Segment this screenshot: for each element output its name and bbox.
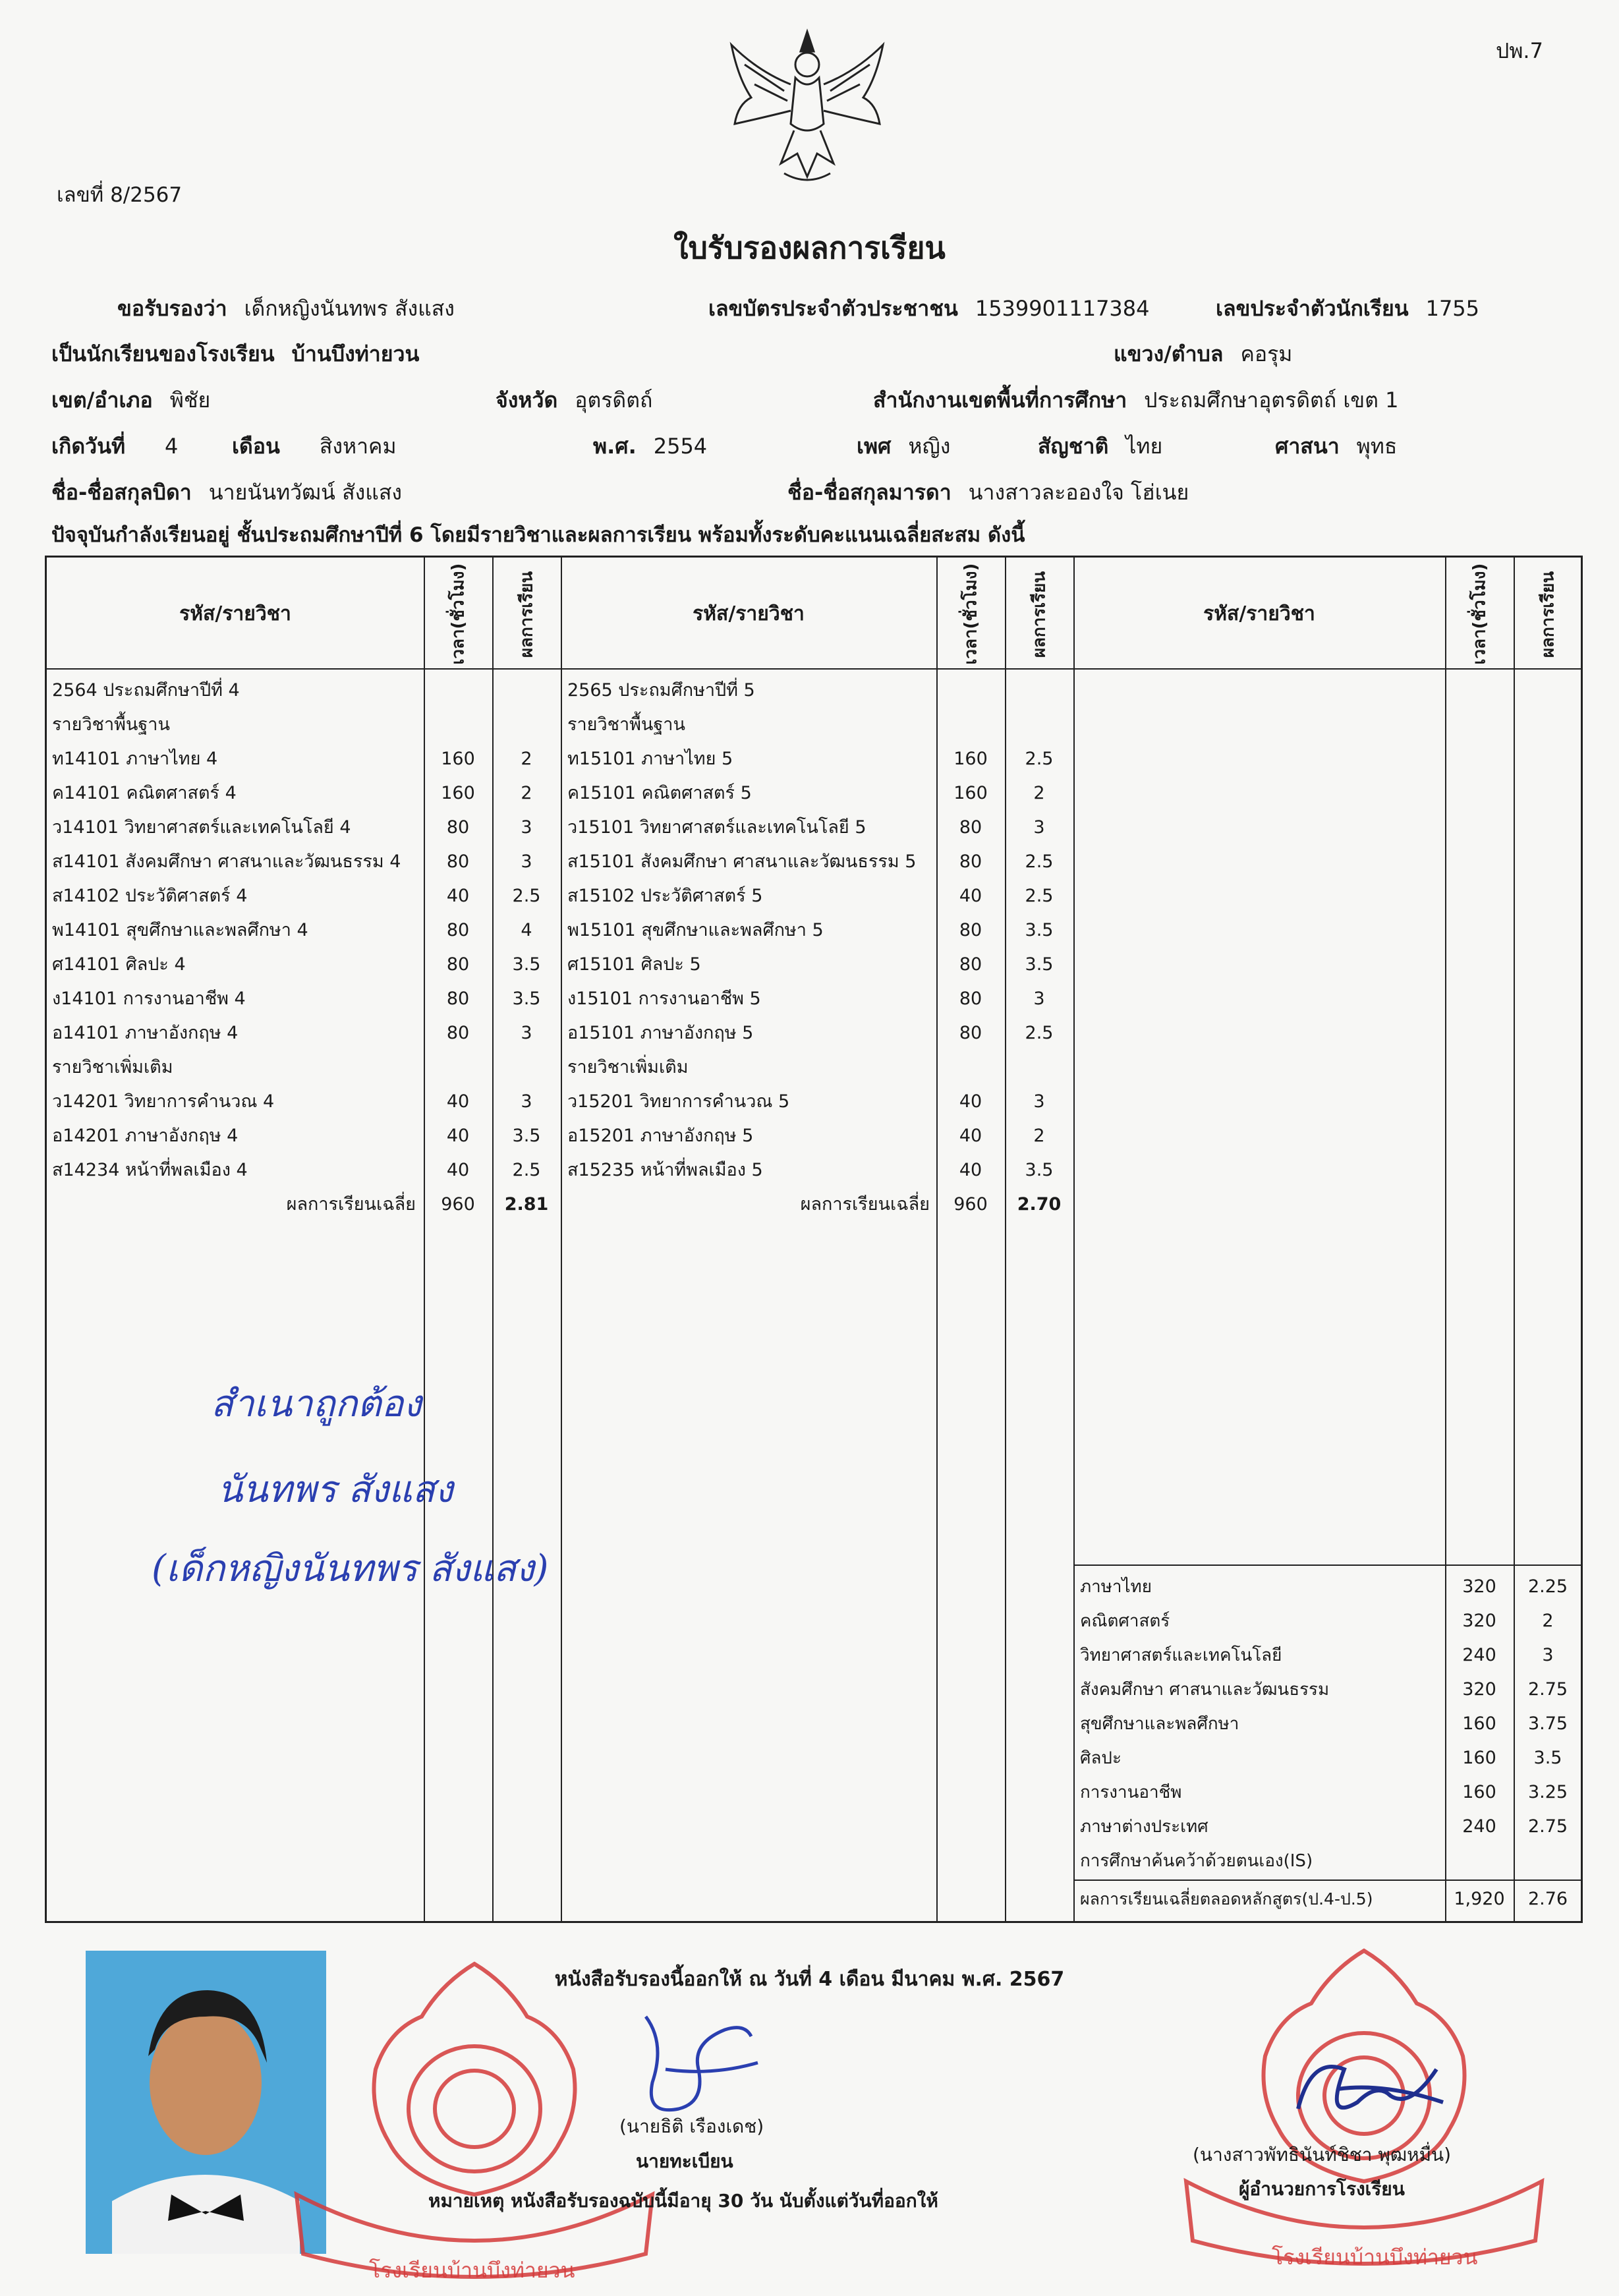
summary-row-hours: 320: [1462, 1679, 1496, 1700]
col3-subject-header: รหัส/รายวิชา: [1203, 602, 1315, 625]
col2-row-subject: ท15101 ภาษาไทย 5: [567, 749, 733, 769]
father-line: [51, 476, 402, 509]
school-line: [51, 337, 419, 371]
col2-extra-row-subject: ว15201 วิทยาการคำนวณ 5: [567, 1091, 790, 1112]
director-name: (นางสาวพัทธินันท์ชิชา พุฒหมื่น): [1193, 2144, 1452, 2166]
col2-row-subject: ส15102 ประวัติศาสตร์ 5: [567, 886, 763, 906]
col1-grade-header: ผลการเรียน: [517, 571, 537, 658]
col1-row-grade: 2: [521, 783, 532, 803]
summary-row-hours: 160: [1462, 1748, 1496, 1768]
religion-value: พุทธ: [1356, 434, 1398, 459]
col2-row-subject: อ15101 ภาษาอังกฤษ 5: [567, 1023, 754, 1043]
summary-row-subject: การศึกษาค้นคว้าด้วยตนเอง(IS): [1080, 1851, 1313, 1871]
col2-row-subject: ส15101 สังคมศึกษา ศาสนาและวัฒนธรรม 5: [567, 851, 917, 872]
col1-row-hours: 80: [446, 989, 470, 1009]
col1-extra-row-subject: ว14201 วิทยาการคำนวณ 4: [52, 1091, 275, 1112]
col2-hours-header: เวลา(ชั่วโมง): [961, 563, 981, 665]
garuda-emblem-icon: [718, 18, 896, 196]
col2-row-subject: ง15101 การงานอาชีพ 5: [567, 989, 761, 1009]
col2-extra-row-subject: อ15201 ภาษาอังกฤษ 5: [567, 1126, 754, 1146]
year-label: พ.ศ.: [593, 434, 637, 459]
province-line: [496, 384, 652, 417]
id-value: 1539901117384: [975, 296, 1150, 321]
col1-row-hours: 40: [446, 886, 470, 906]
certificate-number: เลขที่ 8/2567: [57, 183, 183, 207]
province-label: จังหวัด: [496, 387, 558, 413]
col1-subject-header: รหัส/รายวิชา: [179, 602, 291, 625]
col1-row-hours: 80: [446, 954, 470, 975]
summary-row-grade: 2.25: [1527, 1576, 1568, 1597]
col2-average-grade: 2.70: [1017, 1194, 1062, 1215]
col2-row-grade: 3.5: [1025, 920, 1054, 940]
col2-subject-header: รหัส/รายวิชา: [693, 602, 805, 625]
col2-row-hours: 80: [959, 1023, 982, 1043]
col2-row-subject: ค15101 คณิตศาสตร์ 5: [567, 783, 752, 803]
student-no-line: [1216, 292, 1479, 326]
col1-row-hours: 80: [446, 1023, 470, 1043]
col2-row-grade: 2.5: [1025, 749, 1054, 769]
registrar-name: (นายธิติ เรืองเดช): [619, 2115, 764, 2137]
summary-row-hours: [1445, 1844, 1514, 1878]
col2-row-grade: 3: [1033, 989, 1045, 1009]
col1-average-hours: 960: [441, 1194, 475, 1215]
area-value: ประถมศึกษาอุตรดิตถ์ เขต 1: [1144, 387, 1399, 413]
col2-row-grade: 3.5: [1025, 954, 1054, 975]
month-label: เดือน: [232, 434, 280, 459]
col2-row-grade: 2.5: [1025, 886, 1054, 906]
col1-hours-header: เวลา(ชั่วโมง): [448, 563, 469, 665]
summary-row-hours: 160: [1462, 1713, 1496, 1734]
col1-row-subject: ศ14101 ศิลปะ 4: [52, 954, 186, 975]
col1-basic-heading: รายวิชาพื้นฐาน: [52, 714, 170, 735]
col1-row-grade: 3.5: [512, 954, 541, 975]
born-day-line: [51, 430, 178, 463]
summary-row-grade: 3.75: [1527, 1713, 1568, 1734]
summary-total-hours: 1,920: [1454, 1889, 1505, 1909]
summary-row-grade: 2.75: [1527, 1816, 1568, 1837]
col2-row-subject: พ15101 สุขศึกษาและพลศึกษา 5: [567, 920, 824, 940]
col2-row-subject: ว15101 วิทยาศาสตร์และเทคโนโลยี 5: [567, 817, 866, 838]
col1-row-subject: อ14101 ภาษาอังกฤษ 4: [52, 1023, 239, 1043]
month-value: สิงหาคม: [319, 434, 397, 459]
registrar-title: นายทะเบียน: [636, 2150, 733, 2172]
col2-extra-row-subject: ส15235 หน้าที่พลเมือง 5: [567, 1160, 763, 1180]
father-label: ชื่อ-ชื่อสกุลบิดา: [51, 480, 192, 505]
id-label: เลขบัตรประจำตัวประชาชน: [708, 296, 958, 321]
col1-row-hours: 80: [446, 851, 470, 872]
director-signature-icon: [1285, 2030, 1456, 2135]
col2-row-hours: 40: [959, 886, 982, 906]
col1-row-hours: 160: [441, 783, 475, 803]
summary-row-grade: 3.25: [1527, 1782, 1568, 1802]
year-line: [593, 430, 707, 463]
mother-line: [787, 476, 1189, 509]
col2-extra-row-grade: 2: [1033, 1126, 1045, 1146]
current-status-line: ปัจจุบันกำลังเรียนอยู่ ชั้นประถมศึกษาปีที่ 6 โดยมีรายวิชาและผลการเรียน พร้อมทั้งระดับคะแนนเฉลี่ยสะสม ดังนี้: [51, 523, 1025, 547]
document-code: ปพ.7: [1496, 38, 1543, 63]
summary-row-subject: ภาษาต่างประเทศ: [1080, 1817, 1208, 1837]
col2-row-hours: 160: [953, 749, 988, 769]
summary-row-subject: ศิลปะ: [1080, 1748, 1122, 1768]
validity-note: หมายเหตุ หนังสือรับรองฉบับนี้มีอายุ 30 วัน นับตั้งแต่วันที่ออกให้: [428, 2190, 938, 2212]
summary-row-hours: 320: [1462, 1611, 1496, 1631]
nationality-value: ไทย: [1125, 434, 1163, 459]
summary-row-grade: [1514, 1844, 1582, 1878]
col1-row-grade: 2.5: [512, 886, 541, 906]
col2-extra-row-hours: 40: [959, 1160, 982, 1180]
summary-row-subject: ภาษาไทย: [1080, 1577, 1152, 1597]
col2-row-hours: 160: [953, 783, 988, 803]
area-line: [873, 384, 1398, 417]
col2-row-grade: 2.5: [1025, 1023, 1054, 1043]
col1-average-label: ผลการเรียนเฉลี่ย: [286, 1194, 416, 1215]
col1-row-subject: ส14101 สังคมศึกษา ศาสนาและวัฒนธรรม 4: [52, 851, 401, 872]
col2-row-hours: 80: [959, 851, 982, 872]
director-title: ผู้อำนวยการโรงเรียน: [1239, 2178, 1405, 2200]
col1-row-hours: 80: [446, 920, 470, 940]
col2-row-hours: 80: [959, 920, 982, 940]
born-day-label: เกิดวันที่: [51, 434, 126, 459]
col3-grade-header: ผลการเรียน: [1538, 571, 1558, 658]
father-value: นายนันทวัฒน์ สังแสง: [208, 480, 403, 505]
summary-row-hours: 160: [1462, 1782, 1496, 1802]
col1-row-subject: พ14101 สุขศึกษาและพลศึกษา 4: [52, 920, 308, 940]
student-no-label: เลขประจำตัวนักเรียน: [1216, 296, 1409, 321]
summary-row-grade: 3.5: [1533, 1748, 1562, 1768]
religion-label: ศาสนา: [1275, 434, 1340, 459]
col1-extra-row-hours: 40: [446, 1091, 470, 1112]
sex-value: หญิง: [908, 434, 951, 459]
born-day-value: 4: [165, 434, 179, 459]
col1-row-hours: 80: [446, 817, 470, 838]
seal-right-text: โรงเรียนบ้านบึงท่ายวน: [1272, 2245, 1478, 2270]
col2-extra-heading: รายวิชาเพิ่มเติม: [567, 1057, 689, 1077]
sex-label: เพศ: [857, 434, 892, 459]
mother-label: ชื่อ-ชื่อสกุลมารดา: [787, 480, 952, 505]
religion-line: [1275, 430, 1397, 463]
col2-average-label: ผลการเรียนเฉลี่ย: [800, 1194, 930, 1215]
col1-row-subject: ค14101 คณิตศาสตร์ 4: [52, 783, 237, 803]
province-value: อุตรดิตถ์: [575, 387, 653, 413]
seal-left-text: โรงเรียนบ้านบึงท่ายวน: [369, 2258, 575, 2283]
summary-row-grade: 2: [1542, 1611, 1554, 1631]
col2-row-hours: 80: [959, 954, 982, 975]
certify-label: ขอรับรองว่า: [117, 296, 227, 321]
col2-average-hours: 960: [953, 1194, 988, 1215]
col2-extra-row-grade: 3: [1033, 1091, 1045, 1112]
district-line: [51, 384, 210, 417]
col1-row-subject: ง14101 การงานอาชีพ 4: [52, 989, 246, 1009]
col1-row-subject: ท14101 ภาษาไทย 4: [52, 749, 218, 769]
col1-row-grade: 2: [521, 749, 532, 769]
mother-value: นางสาวละอองใจ โฮ่เนย: [968, 480, 1189, 505]
col1-extra-row-hours: 40: [446, 1126, 470, 1146]
handwritten-full-name: (เด็กหญิงนันทพร สังแสง): [152, 1547, 549, 1590]
certify-value: เด็กหญิงนันทพร สังแสง: [244, 296, 455, 321]
issued-date: หนังสือรับรองนี้ออกให้ ณ วันที่ 4 เดือน มีนาคม พ.ศ. 2567: [554, 1968, 1065, 1991]
col1-row-subject: ส14102 ประวัติศาสตร์ 4: [52, 886, 248, 906]
col2-row-grade: 2.5: [1025, 851, 1054, 872]
col2-row-hours: 80: [959, 817, 982, 838]
col1-row-grade: 3: [521, 817, 532, 838]
col2-basic-heading: รายวิชาพื้นฐาน: [567, 714, 685, 735]
subdistrict-label: แขวง/ตำบล: [1114, 341, 1224, 366]
summary-row-hours: 240: [1462, 1645, 1496, 1665]
summary-row-subject: วิทยาศาสตร์และเทคโนโลยี: [1080, 1646, 1282, 1665]
col1-average-grade: 2.81: [504, 1194, 549, 1215]
student-no-value: 1755: [1425, 296, 1480, 321]
col2-extra-row-grade: 3.5: [1025, 1160, 1054, 1180]
col1-row-subject: ว14101 วิทยาศาสตร์และเทคโนโลยี 4: [52, 817, 351, 838]
handwritten-certified-copy: สำเนาถูกต้อง: [211, 1383, 422, 1425]
school-value: บ้านบึงท่ายวน: [291, 341, 420, 366]
col1-extra-row-grade: 2.5: [512, 1160, 541, 1180]
sex-line: [857, 430, 950, 463]
col2-row-grade: 3: [1033, 817, 1045, 838]
col2-row-hours: 80: [959, 989, 982, 1009]
school-label: เป็นนักเรียนของโรงเรียน: [51, 341, 275, 366]
col1-extra-row-hours: 40: [446, 1160, 470, 1180]
col1-row-grade: 3.5: [512, 989, 541, 1009]
summary-row-grade: 2.75: [1527, 1679, 1568, 1700]
col1-extra-row-grade: 3.5: [512, 1126, 541, 1146]
subdistrict-line: [1114, 337, 1292, 371]
col2-extra-row-hours: 40: [959, 1091, 982, 1112]
id-line: [708, 292, 1150, 326]
district-value: พิชัย: [169, 387, 211, 413]
area-label: สำนักงานเขตพื้นที่การศึกษา: [873, 387, 1127, 413]
col1-row-hours: 160: [441, 749, 475, 769]
col1-year: 2564 ประถมศึกษาปีที่ 4: [52, 680, 240, 701]
grades-table: [45, 556, 1583, 1923]
col1-row-grade: 3: [521, 851, 532, 872]
certify-line: [117, 292, 455, 326]
col1-extra-row-grade: 3: [521, 1091, 532, 1112]
school-seal-left-icon: [277, 1944, 672, 2287]
col2-row-subject: ศ15101 ศิลปะ 5: [567, 954, 701, 975]
district-label: เขต/อำเภอ: [51, 387, 153, 413]
col1-extra-row-subject: ส14234 หน้าที่พลเมือง 4: [52, 1160, 248, 1180]
summary-row-subject: สุขศึกษาและพลศึกษา: [1080, 1714, 1239, 1734]
col2-extra-row-hours: 40: [959, 1126, 982, 1146]
summary-total-label: ผลการเรียนเฉลี่ยตลอดหลักสูตร(ป.4-ป.5): [1080, 1889, 1373, 1909]
summary-row-hours: 320: [1462, 1576, 1496, 1597]
summary-row-subject: สังคมศึกษา ศาสนาและวัฒนธรรม: [1080, 1680, 1330, 1700]
summary-row-subject: คณิตศาสตร์: [1080, 1611, 1170, 1631]
page-title: ใบรับรองผลการเรียน: [673, 230, 946, 266]
summary-row-grade: 3: [1542, 1645, 1554, 1665]
summary-row-hours: 240: [1462, 1816, 1496, 1837]
month-line: [232, 430, 397, 463]
col2-row-grade: 2: [1033, 783, 1045, 803]
nationality-line: [1038, 430, 1162, 463]
year-value: 2554: [653, 434, 708, 459]
col1-row-grade: 3: [521, 1023, 532, 1043]
col2-year: 2565 ประถมศึกษาปีที่ 5: [567, 680, 755, 701]
subdistrict-value: คอรุม: [1240, 341, 1293, 366]
handwritten-signature: นันทพร สังแสง: [217, 1468, 453, 1511]
summary-total-grade: 2.76: [1527, 1889, 1568, 1909]
col1-extra-heading: รายวิชาเพิ่มเติม: [52, 1057, 173, 1077]
summary-row-subject: การงานอาชีพ: [1080, 1783, 1182, 1802]
col3-hours-header: เวลา(ชั่วโมง): [1469, 563, 1490, 665]
col1-extra-row-subject: อ14201 ภาษาอังกฤษ 4: [52, 1126, 239, 1146]
col2-grade-header: ผลการเรียน: [1029, 571, 1050, 658]
nationality-label: สัญชาติ: [1038, 434, 1109, 459]
col1-row-grade: 4: [521, 920, 532, 940]
